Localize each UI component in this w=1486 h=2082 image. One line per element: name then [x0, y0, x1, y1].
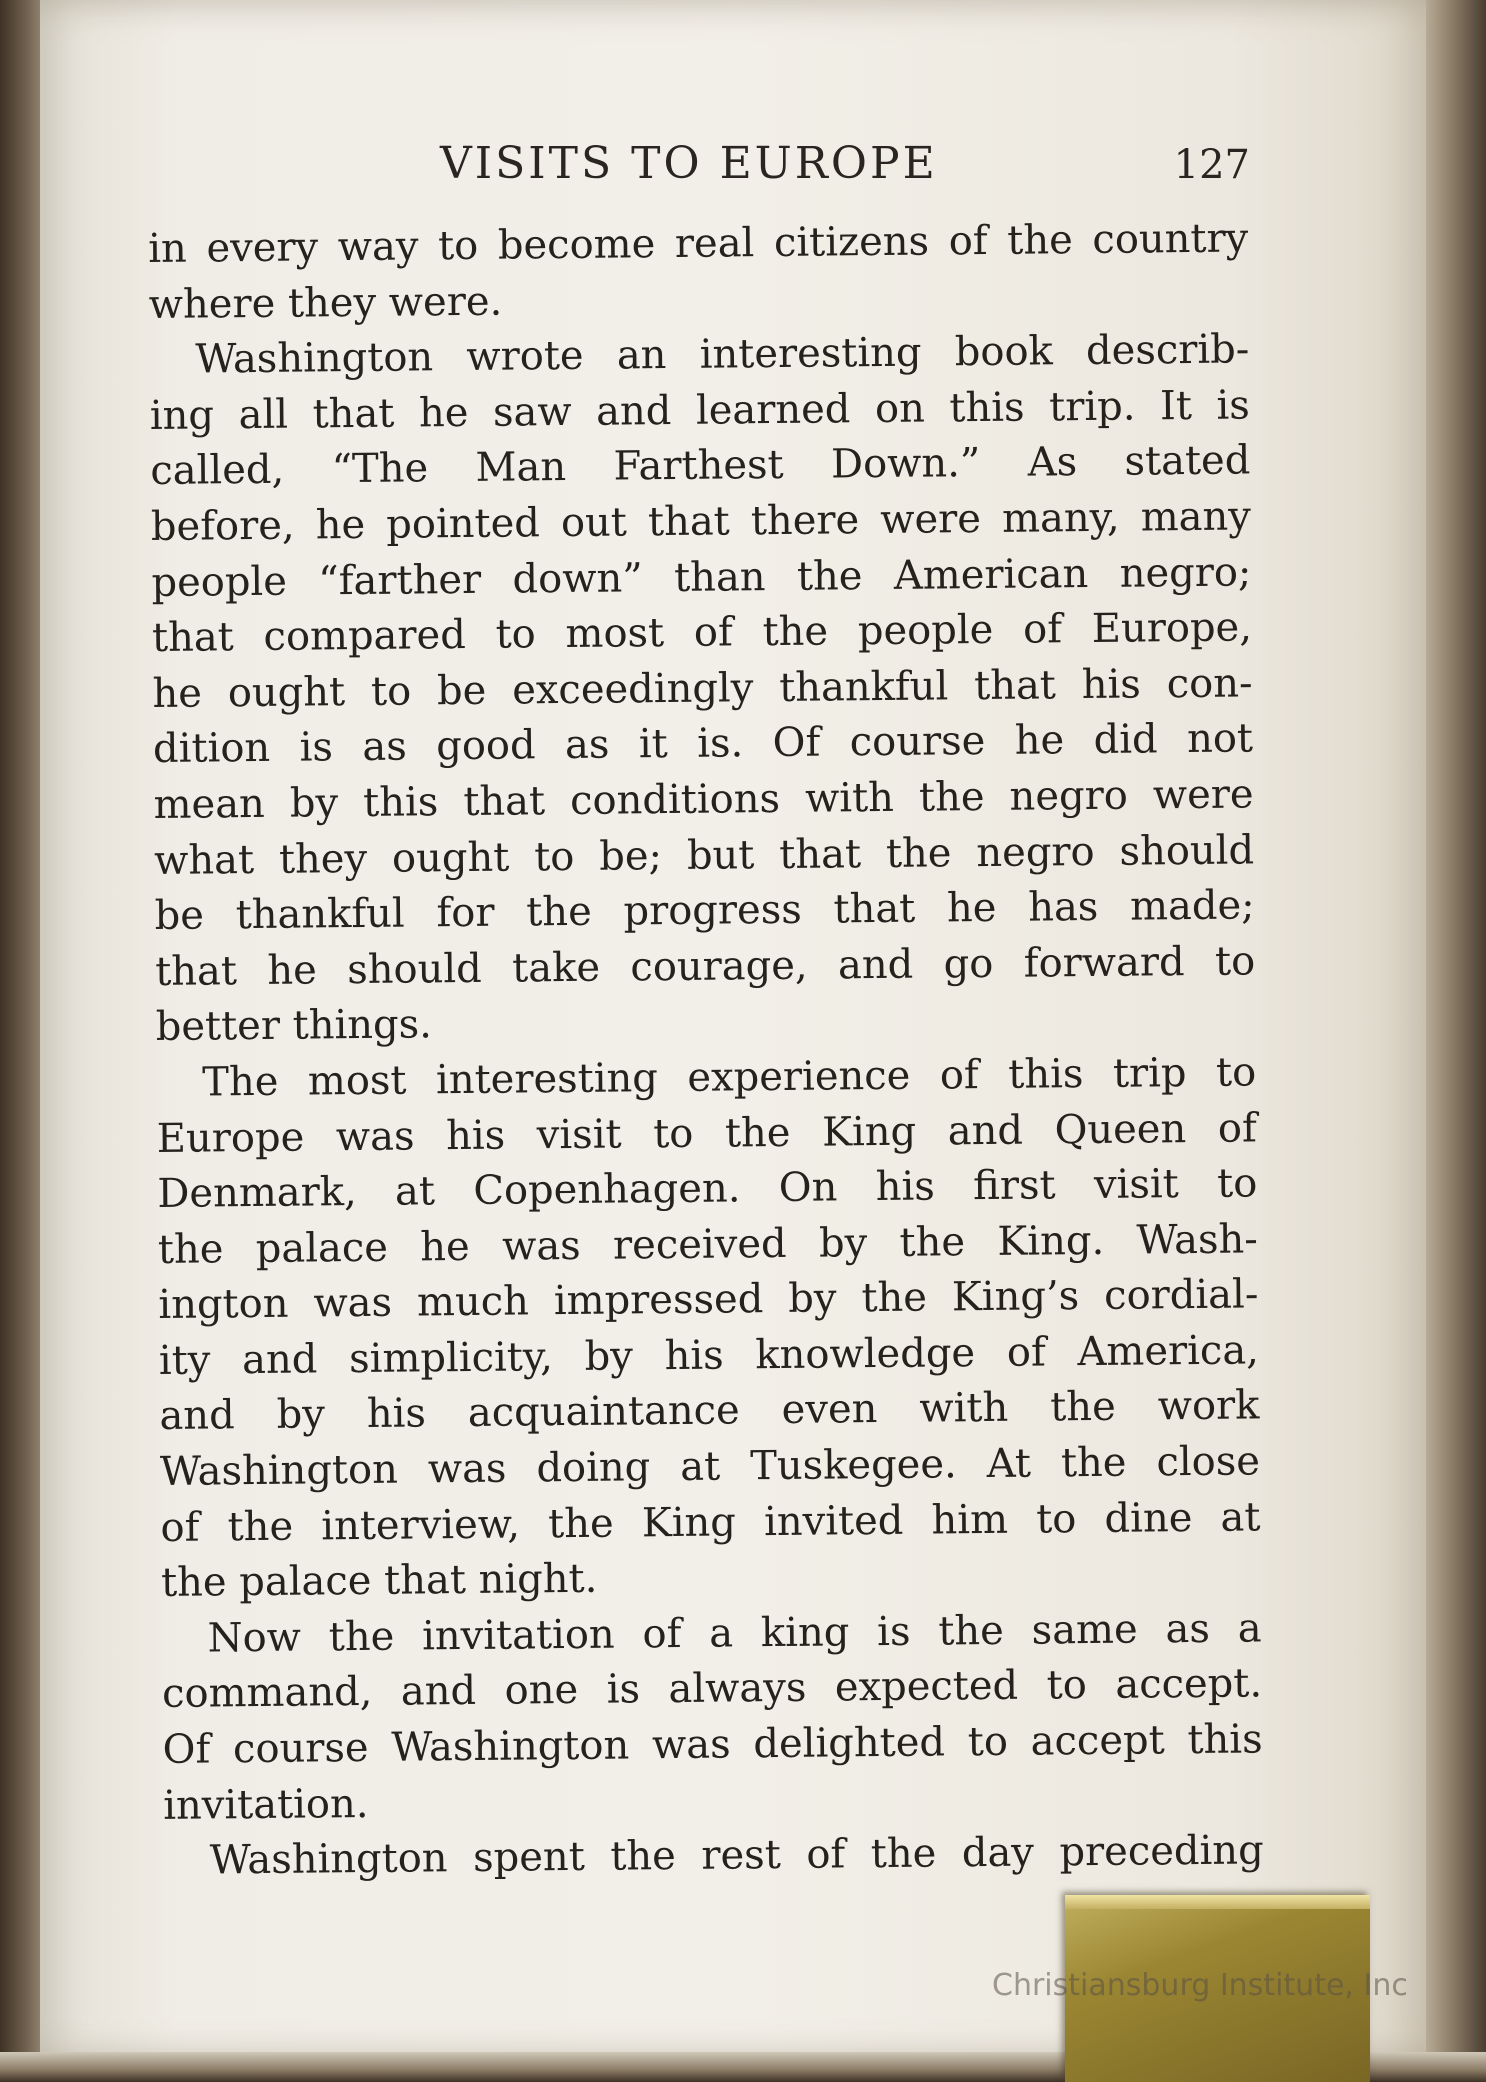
text-line: where they were.	[148, 278, 503, 328]
running-head-title: VISITS TO EUROPE	[440, 138, 938, 189]
text-line: invitation.	[162, 1780, 369, 1829]
text-line: be thankful for the progress that he has made;	[154, 882, 1255, 940]
text-line: The most interesting experience of this trip to	[202, 1049, 1257, 1106]
text-line: people “farther down” than the American negro;	[151, 548, 1252, 606]
page-edges	[1426, 0, 1486, 2082]
text-line: what they ought to be; but that the negro should	[153, 826, 1255, 884]
text-line: in every way to become real citizens of the country	[148, 215, 1249, 272]
text-line: the palace he was received by the King. Wash-	[157, 1216, 1259, 1273]
text-line: better things.	[155, 1001, 433, 1051]
text-line: Now the invitation of a king is the same as a	[207, 1605, 1262, 1662]
text-line: before, he pointed out that there were many, many	[150, 493, 1252, 550]
text-line: the palace that night.	[160, 1556, 598, 1607]
text-line: Denmark, at Copenhagen. On his first visit to	[157, 1160, 1258, 1218]
text-line: of the interview, the King invited him to dine at	[160, 1494, 1261, 1551]
text-line: that compared to most of the people of Europe,	[151, 604, 1253, 662]
text-line: dition is as good as it is. Of course he did not	[152, 715, 1254, 773]
text-line: Washington was doing at Tuskegee. At the close	[159, 1438, 1261, 1496]
text-line: called, “The Man Farthest Down.” As stated	[150, 437, 1251, 495]
text-line: he ought to be exceedingly thankful that his con-	[152, 660, 1253, 717]
text-line: Of course Washington was delighted to accept this	[162, 1716, 1263, 1773]
text-line: ington was much impressed by the King’s cordial-	[158, 1271, 1259, 1329]
text-line: and by his acquaintance even with the work	[159, 1382, 1260, 1440]
text-line: ity and simplicity, by his knowledge of America,	[158, 1327, 1260, 1384]
text-line: mean by this that conditions with the negro were	[153, 771, 1254, 828]
text-line: command, and one is always expected to accept.	[161, 1660, 1263, 1718]
body-text	[148, 211, 1264, 1889]
text-line: Europe was his visit to the King and Queen of	[156, 1104, 1257, 1162]
page-number: 127	[1173, 142, 1250, 188]
running-head	[160, 138, 1250, 198]
watermark-text: Christiansburg Institute, Inc	[992, 1968, 1408, 2003]
text-line: ing all that he saw and learned on this trip. It is	[149, 382, 1251, 439]
text-line: that he should take courage, and go forward to	[154, 938, 1256, 995]
text-line: Washington spent the rest of the day preceding	[209, 1827, 1264, 1884]
text-line: Washington wrote an interesting book describ-	[195, 326, 1250, 383]
